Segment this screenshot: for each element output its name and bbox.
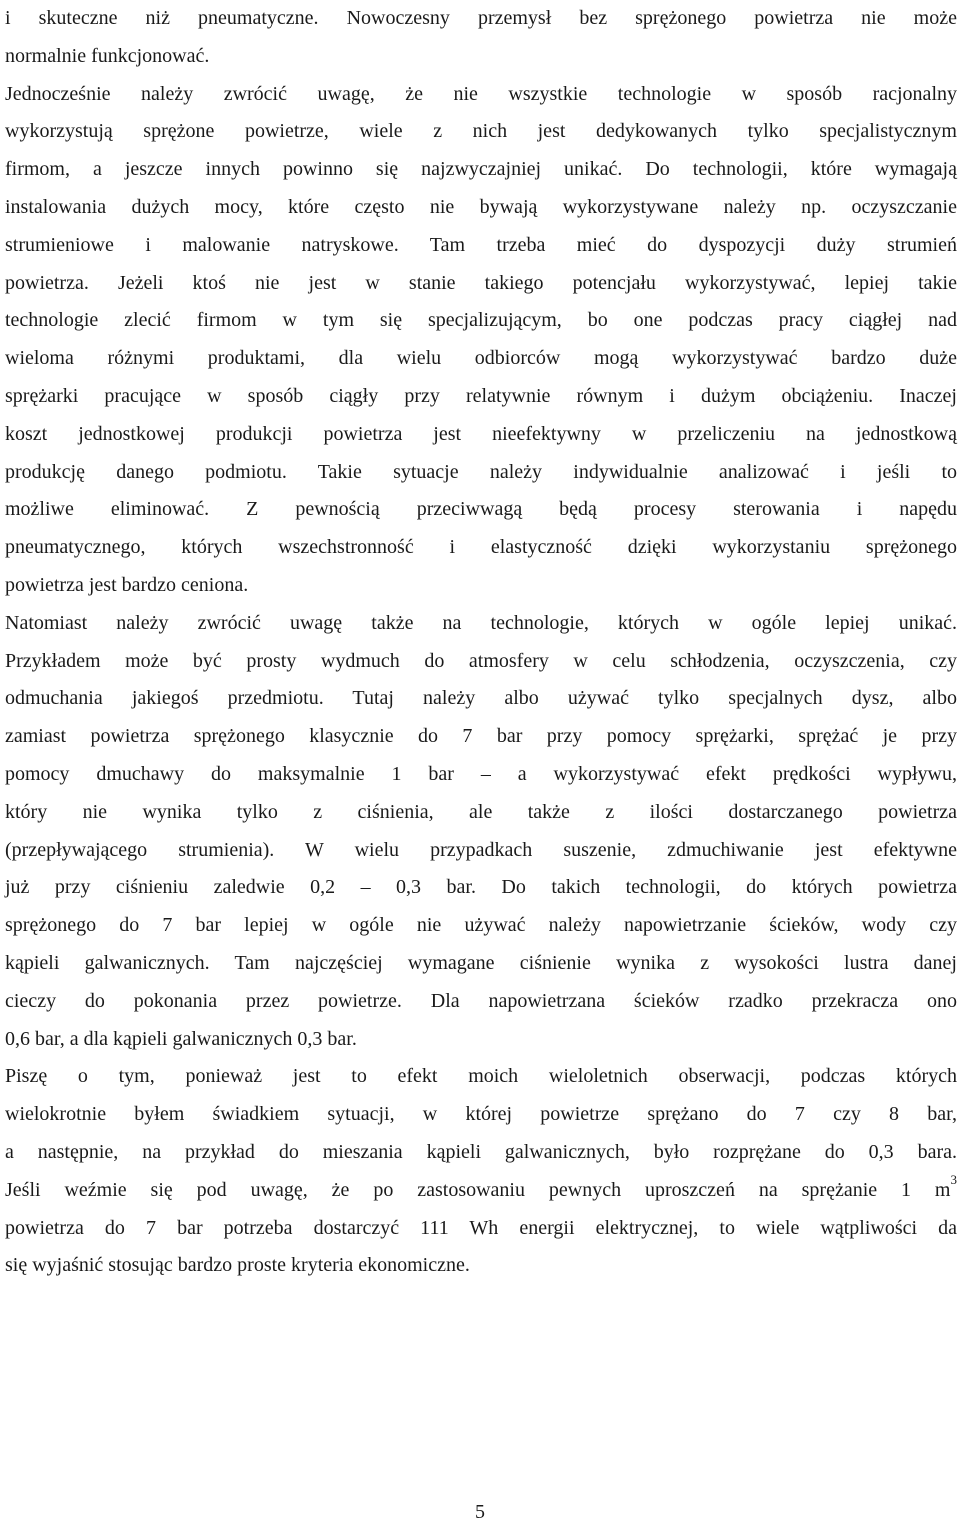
text-line <box>5 1058 957 1096</box>
superscript: 3 <box>950 1171 957 1187</box>
text-line <box>5 189 957 227</box>
text-line <box>5 869 957 907</box>
line-text: sprężonego do 7 bar lepiej w ogóle nie używać należy napowietrzanie ścieków, wody czy <box>5 914 957 937</box>
text-line <box>5 227 957 265</box>
text-line <box>5 529 957 567</box>
line-text: pomocy dmuchawy do maksymalnie 1 bar – a wykorzystywać efekt prędkości wypływu, <box>5 762 957 785</box>
text-line <box>5 0 957 38</box>
line-text: technologie zlecić firmom w tym się specjalizującym, bo one podczas pracy ciągłej nad <box>5 309 957 332</box>
paragraph <box>5 1058 957 1285</box>
text-line <box>5 643 957 681</box>
text-line <box>5 983 957 1021</box>
line-text: pneumatycznego, których wszechstronność i elastyczność dzięki wykorzystaniu sprężonego <box>5 536 957 559</box>
text-line <box>5 1210 957 1248</box>
line-text: normalnie funkcjonować. <box>5 44 210 67</box>
text-line <box>5 680 957 718</box>
line-text: który nie wynika tylko z ciśnienia, ale także z ilości dostarczanego powietrza <box>5 800 957 823</box>
line-text: Piszę o tym, ponieważ jest to efekt moich wieloletnich obserwacji, podczas których <box>5 1065 957 1088</box>
line-text: Jeśli weźmie się pod uwagę, że po zastosowaniu pewnych uproszczeń na sprężanie 1 m <box>5 1178 951 1201</box>
line-text: Jednocześnie należy zwrócić uwagę, że nie wszystkie technologie w sposób racjonalny <box>5 82 957 105</box>
text-line <box>5 1096 957 1134</box>
line-text: wieloma różnymi produktami, dla wielu odbiorców mogą wykorzystywać bardzo duże <box>5 347 957 370</box>
line-text: produkcję danego podmiotu. Takie sytuacje należy indywidualnie analizować i jeśli to <box>5 460 957 483</box>
text-line <box>5 265 957 303</box>
text-line <box>5 1021 957 1059</box>
text-line <box>5 756 957 794</box>
text-line <box>5 151 957 189</box>
line-text: odmuchania jakiegoś przedmiotu. Tutaj należy albo używać tylko specjalnych dysz, albo <box>5 687 957 710</box>
line-text: wykorzystują sprężone powietrze, wiele z nich jest dedykowanych tylko specjalistycznym <box>5 120 957 143</box>
text-line <box>5 76 957 114</box>
text-line <box>5 1134 957 1172</box>
line-text: zamiast powietrza sprężonego klasycznie do 7 bar przy pomocy sprężarki, sprężać je przy <box>5 725 957 748</box>
line-text: się wyjaśnić stosując bardzo proste kryteria ekonomiczne. <box>5 1254 470 1277</box>
text-line <box>5 113 957 151</box>
line-text: strumieniowe i malowanie natryskowe. Tam trzeba mieć do dyspozycji duży strumień <box>5 233 957 256</box>
line-text: Natomiast należy zwrócić uwagę także na technologie, których w ogóle lepiej unikać. <box>5 611 957 634</box>
text-line <box>5 491 957 529</box>
text-line <box>5 340 957 378</box>
line-text: cieczy do pokonania przez powietrze. Dla napowietrzana ścieków rzadko przekracza ono <box>5 989 957 1012</box>
text-line <box>5 794 957 832</box>
text-line <box>5 454 957 492</box>
line-text: powietrza do 7 bar potrzeba dostarczyć 111 Wh energii elektrycznej, to wiele wątpliwości da <box>5 1216 957 1239</box>
paragraph <box>5 76 957 605</box>
text-line <box>5 567 957 605</box>
document-page <box>5 0 957 1285</box>
paragraph <box>5 605 957 1059</box>
line-text: (przepływającego strumienia). W wielu przypadkach suszenie, zdmuchiwanie jest efektywne <box>5 838 957 861</box>
line-text: koszt jednostkowej produkcji powietrza jest nieefektywny w przeliczeniu na jednostkową <box>5 422 957 445</box>
line-text: już przy ciśnieniu zaledwie 0,2 – 0,3 bar. Do takich technologii, do których powietrza <box>5 876 957 899</box>
text-line <box>5 907 957 945</box>
line-text: 0,6 bar, a dla kąpieli galwanicznych 0,3 bar. <box>5 1027 357 1050</box>
text-line <box>5 718 957 756</box>
text-line <box>5 302 957 340</box>
line-text: wielokrotnie byłem świadkiem sytuacji, w której powietrze sprężano do 7 czy 8 bar, <box>5 1103 957 1126</box>
line-text: Przykładem może być prosty wydmuch do atmosfery w celu schłodzenia, oczyszczenia, czy <box>5 649 957 672</box>
text-line <box>5 1172 957 1210</box>
line-text: powietrza jest bardzo ceniona. <box>5 573 249 596</box>
body-text <box>5 0 957 1285</box>
line-text: instalowania dużych mocy, które często nie bywają wykorzystywane należy np. oczyszczanie <box>5 195 957 218</box>
text-line <box>5 378 957 416</box>
text-line <box>5 832 957 870</box>
line-text: a następnie, na przykład do mieszania kąpieli galwanicznych, było rozprężane do 0,3 bara. <box>5 1140 957 1163</box>
text-line <box>5 416 957 454</box>
line-text: możliwe eliminować. Z pewnością przeciwwagą będą procesy sterowania i napędu <box>5 498 957 521</box>
line-text: kąpieli galwanicznych. Tam najczęściej wymagane ciśnienie wynika z wysokości lustra danej <box>5 951 957 974</box>
line-text: powietrza. Jeżeli ktoś nie jest w stanie takiego potencjału wykorzystywać, lepiej takie <box>5 271 957 294</box>
line-text: firmom, a jeszcze innych powinno się najzwyczajniej unikać. Do technologii, które wymagają <box>5 158 957 181</box>
text-line <box>5 38 957 76</box>
line-text: sprężarki pracujące w sposób ciągły przy relatywnie równym i dużym obciążeniu. Inaczej <box>5 384 957 407</box>
text-line <box>5 605 957 643</box>
page-number: 5 <box>475 1501 485 1523</box>
line-text: i skuteczne niż pneumatyczne. Nowoczesny przemysł bez sprężonego powietrza nie może <box>5 7 957 29</box>
text-line <box>5 945 957 983</box>
paragraph <box>5 0 957 76</box>
text-line <box>5 1247 957 1285</box>
